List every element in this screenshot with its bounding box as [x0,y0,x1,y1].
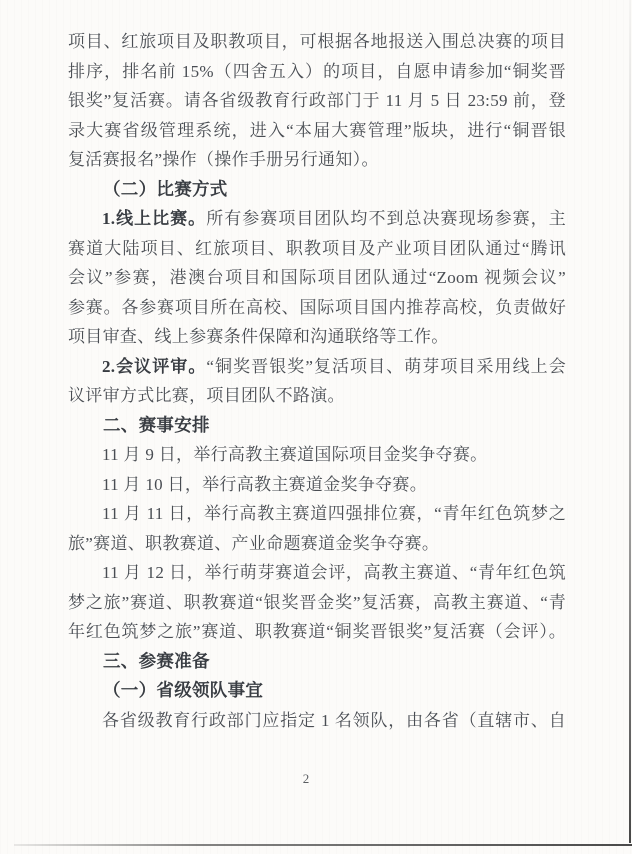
bold-text-segment: 2.会议评审。 [102,356,207,376]
text-segment: 11 月 10 日，举行高教主赛道金奖争夺赛。 [102,474,428,494]
text-line [68,411,566,441]
text-segment: 银奖”复活赛。请各省级教育行政部门于 11 月 5 日 23:59 前，登 [68,91,566,110]
text-line [68,352,566,382]
bold-text-segment: （一）省级领队事宜 [103,680,264,700]
text-line [68,175,566,205]
text-segment: 各省级教育行政部门应指定 1 名领队，由各省（直辖市、自 [102,710,566,730]
scan-edge-bottom [14,844,632,846]
text-segment: 项目、红旅项目及职教项目，可根据各地报送入围总决赛的项目 [68,32,566,51]
text-line [68,27,566,57]
text-segment: 旅”赛道、职教赛道、产业命题赛道金奖争夺赛。 [68,533,440,553]
text-segment: 11 月 9 日，举行高教主赛道国际项目金奖争夺赛。 [102,445,488,464]
text-segment: 会议”参赛，港澳台项目和国际项目团队通过“Zoom 视频会议” [68,268,566,287]
text-line [68,204,566,234]
text-line [68,322,566,352]
text-segment: 排序，排名前 15%（四舍五入）的项目，自愿申请参加“铜奖晋 [68,61,566,81]
scan-edge-right [629,0,631,843]
text-line [68,86,566,116]
text-line [68,263,566,293]
text-line [68,706,566,736]
bold-text-segment: 三、参赛准备 [103,650,210,671]
text-segment: 梦之旅”赛道、职教赛道“银奖晋金奖”复活赛，高教主赛道、“青 [68,592,566,612]
text-segment: 11 月 12 日，举行萌芽赛道会评，高教主赛道、“青年红色筑 [102,563,566,582]
text-line [68,234,566,264]
text-segment: 项目审查、线上参赛条件保障和沟通联络等工作。 [68,327,449,346]
text-line [68,440,566,470]
text-line [68,381,566,411]
text-segment: 所有参赛项目团队均不到总决赛现场参赛，主 [206,209,567,228]
text-segment: 议评审方式比赛，项目团队不路演。 [68,386,345,405]
text-segment: 复活赛报名”操作（操作手册另行通知）。 [68,150,379,169]
text-line [68,499,566,529]
text-line [68,647,566,677]
text-segment: 赛道大陆项目、红旅项目、职教项目及产业项目团队通过“腾讯 [68,238,566,258]
text-line [68,529,566,559]
bold-text-segment: 二、赛事安排 [103,414,210,435]
bold-text-segment: 1.线上比赛。 [102,209,207,228]
text-line [68,588,566,618]
text-segment: 参赛。各参赛项目所在高校、国际项目国内推荐高校，负责做好 [68,297,566,317]
text-segment: 11 月 11 日，举行高教主赛道四强排位赛，“青年红色筑梦之 [102,504,566,523]
text-line [68,676,566,706]
text-segment: 年红色筑梦之旅”赛道、职教赛道“铜奖晋银奖”复活赛（会评）。 [68,622,566,641]
bold-text-segment: （二）比赛方式 [103,178,228,199]
text-segment: “铜奖晋银奖”复活项目、萌芽项目采用线上会 [206,356,567,376]
text-line [68,470,566,500]
text-line [68,293,566,323]
text-line [68,617,566,647]
page-number: 2 [302,771,310,786]
text-line [68,116,566,146]
text-line [68,558,566,588]
text-line [68,145,566,175]
text-segment: 录大赛省级管理系统，进入“本届大赛管理”版块，进行“铜晋银 [68,120,566,140]
text-line [68,57,566,87]
document-lines [68,27,566,735]
